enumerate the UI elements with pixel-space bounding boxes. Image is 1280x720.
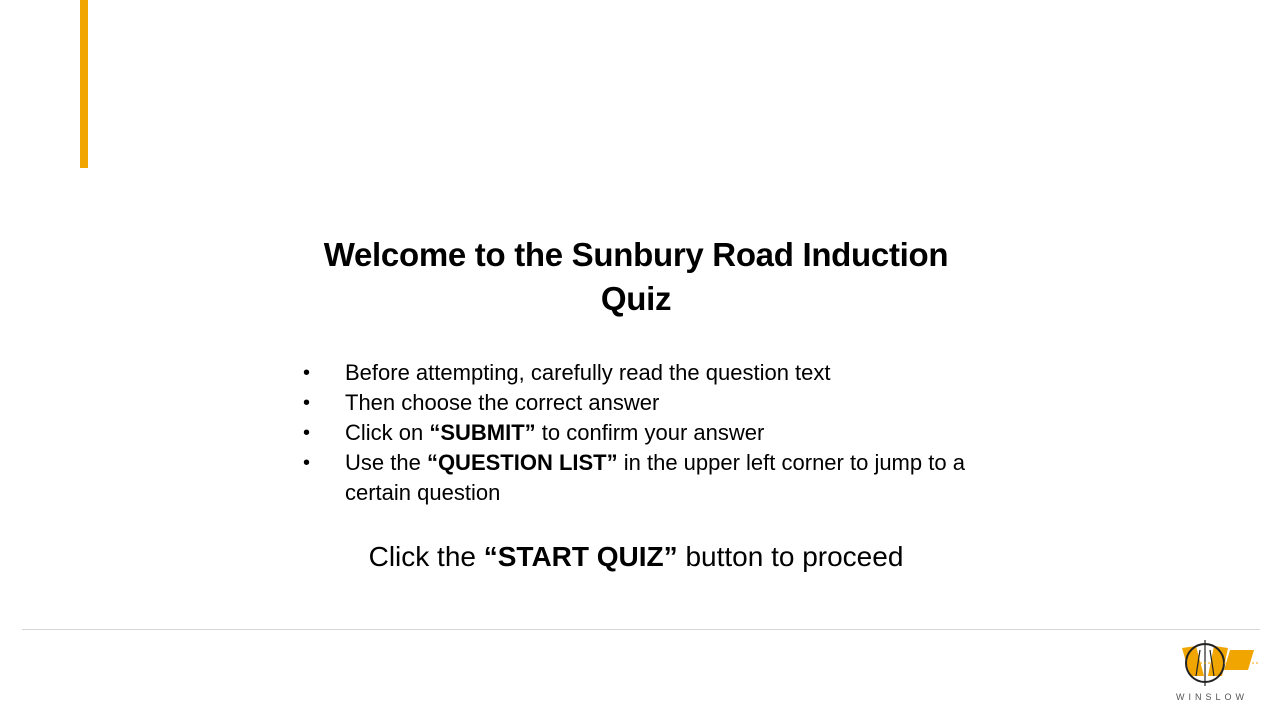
bullet-icon: • xyxy=(303,422,311,444)
page-title xyxy=(300,233,972,321)
title-line-2: Quiz xyxy=(600,280,672,317)
list-item-text: Before attempting, carefully read the question text xyxy=(345,360,831,385)
start-quiz-instruction xyxy=(300,538,972,576)
accent-bar xyxy=(80,0,88,168)
winslow-logo xyxy=(1162,636,1262,704)
list-item-text-pre: Click on xyxy=(345,420,430,445)
instructions-list xyxy=(303,358,973,508)
bullet-icon: • xyxy=(303,452,311,474)
list-item-text-post: in the upper left corner to jump to a certain question xyxy=(345,450,965,505)
submit-keyword: “SUBMIT” xyxy=(429,420,536,445)
footer-divider xyxy=(22,629,1260,630)
list-item xyxy=(303,448,973,508)
list-item xyxy=(303,358,973,388)
list-item xyxy=(303,388,973,418)
logo-text: WINSLOW xyxy=(1176,692,1248,702)
cta-text-pre: Click the xyxy=(368,541,484,572)
list-item-text-post: to confirm your answer xyxy=(535,420,765,445)
winslow-logo-icon xyxy=(1162,636,1262,692)
title-line-1: Welcome to the Sunbury Road Induction xyxy=(323,236,949,273)
list-item-text: Then choose the correct answer xyxy=(345,390,660,415)
bullet-icon: • xyxy=(303,392,311,414)
list-item xyxy=(303,418,973,448)
start-quiz-keyword: “START QUIZ” xyxy=(483,541,678,572)
list-item-text-pre: Use the xyxy=(345,450,427,475)
cta-text-post: button to proceed xyxy=(677,541,904,572)
question-list-keyword: “QUESTION LIST” xyxy=(426,450,618,475)
bullet-icon: • xyxy=(303,362,311,384)
